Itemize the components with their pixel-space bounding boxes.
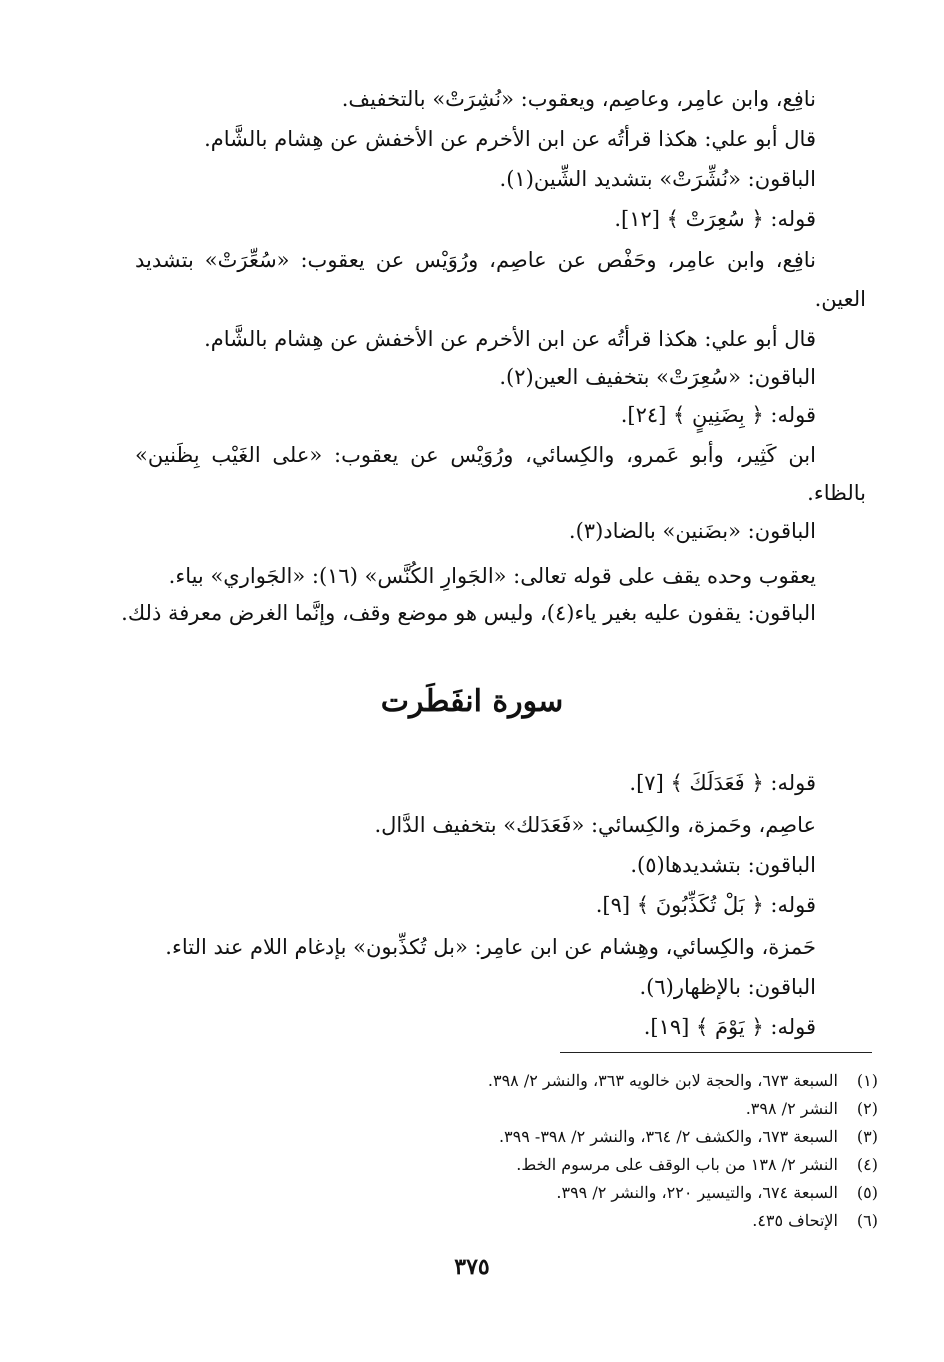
verse-reference: قوله: ﴿ سُعِرَتْ ﴾ [١٢].: [614, 207, 816, 231]
surah-title: سورة انفَطَرت: [380, 684, 564, 719]
verse-reference: قوله: ﴿ بَلْ تُكَذِّبُونَ ﴾ [٩].: [595, 893, 816, 917]
body-line: يعقوب وحده يقف على قوله تعالى: «الجَوارِ الكُنَّس» (١٦): «الجَواري» بياء.: [168, 564, 816, 588]
footnote-number: (٢): [856, 1099, 878, 1118]
body-line: حَمزة، والكِسائي، وهِشام عن ابن عامِر: «بل تُكذِّبون» بإدغام اللام عند التاء.: [165, 935, 816, 959]
body-line: نافِع، وابن عامِر، وحَفْص عن عاصِم، ورُوَيْس عن يعقوب: «سُعِّرَتْ» بتشديد: [135, 248, 816, 272]
page-number: ٣٧٥: [454, 1254, 490, 1280]
verse-reference: قوله: ﴿ بِضَنِينٍ ﴾ [٢٤].: [620, 403, 816, 427]
footnote-number: (٣): [856, 1127, 878, 1146]
footnote-text: السبعة ٦٧٣، والحجة لابن خالويه ٣٦٣، والنشر ٢/ ٣٩٨.: [487, 1071, 838, 1090]
body-line: الباقون: بتشديدها(٥).: [630, 853, 816, 877]
body-line: ابن كَثِير، وأبو عَمرو، والكِسائي، ورُوَيْس عن يعقوب: «على الغَيْب بِظَنين»: [135, 443, 816, 467]
body-line: الباقون: «سُعِرَتْ» بتخفيف العين(٢).: [499, 365, 816, 389]
body-line: الباقون: «بضَنين» بالضاد(٣).: [568, 519, 816, 543]
footnote-text: النشر ٢/ ١٣٨ من باب الوقف على مرسوم الخط.: [516, 1155, 838, 1174]
body-line: الباقون: بالإظهار(٦).: [639, 975, 816, 999]
body-line: قال أبو علي: هكذا قرأتُه عن ابن الأخرم عن الأخفش عن هِشام بالشَّام.: [204, 127, 816, 151]
footnote-text: النشر ٢/ ٣٩٨.: [745, 1099, 838, 1118]
body-line: الباقون: يقفون عليه بغير ياء(٤)، وليس هو موضع وقف، وإنَّما الغرض معرفة ذلك.: [121, 601, 816, 625]
footnote: [516, 1152, 878, 1178]
footnote-number: (١): [856, 1071, 878, 1090]
body-line: الباقون: «نُشِّرَتْ» بتشديد الشِّين(١).: [499, 167, 816, 191]
footnote: [488, 1068, 878, 1094]
footnote-number: (٤): [856, 1155, 878, 1174]
body-line: نافِع، وابن عامِر، وعاصِم، ويعقوب: «نُشِرَتْ» بالتخفيف.: [341, 87, 816, 111]
footnote-text: السبعة ٦٧٣، والكشف ٢/ ٣٦٤، والنشر ٢/ ٣٩٨- ٣٩٩.: [498, 1127, 838, 1146]
footnote-number: (٦): [856, 1211, 878, 1230]
body-line: العين.: [814, 287, 866, 311]
footnote-text: الإتحاف ٤٣٥.: [752, 1211, 838, 1230]
footnote-divider: [560, 1052, 872, 1053]
footnote: [752, 1208, 878, 1234]
footnote: [746, 1096, 878, 1122]
body-line: بالظاء.: [807, 481, 866, 505]
footnote-text: السبعة ٦٧٤، والتيسير ٢٢٠، والنشر ٢/ ٣٩٩.: [556, 1183, 838, 1202]
body-line: عاصِم، وحَمزة، والكِسائي: «فَعَدَلك» بتخفيف الدَّال.: [374, 813, 816, 837]
verse-reference: قوله: ﴿ فَعَدَلَكَ ﴾ [٧].: [629, 771, 816, 795]
footnote: [499, 1124, 878, 1150]
body-line: قال أبو علي: هكذا قرأتُه عن ابن الأخرم عن الأخفش عن هِشام بالشَّام.: [204, 327, 816, 351]
footnote: [556, 1180, 878, 1206]
verse-reference: قوله: ﴿ يَوْمَ ﴾ [١٩].: [643, 1015, 816, 1039]
footnote-number: (٥): [856, 1183, 878, 1202]
